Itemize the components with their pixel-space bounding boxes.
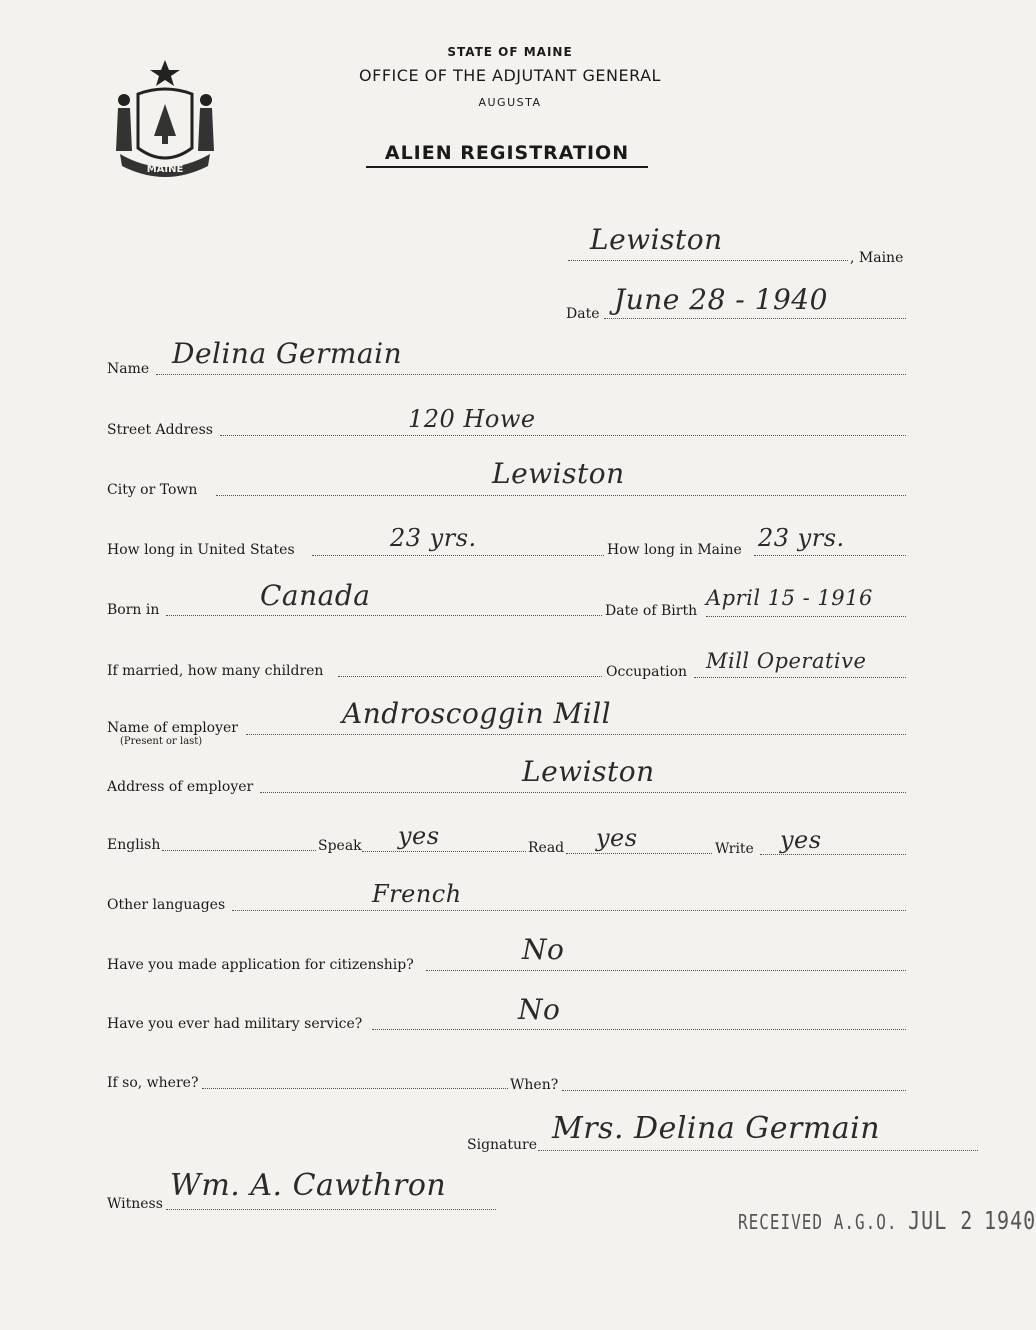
employer-value: Androscoggin Mill <box>342 697 612 730</box>
form-title: ALIEN REGISTRATION <box>366 142 648 168</box>
employer-note: (Present or last) <box>120 736 203 747</box>
name-label: Name <box>107 361 150 377</box>
write-label: Write <box>715 841 754 857</box>
city-value: Lewiston <box>492 457 625 490</box>
stamp-received: RECEIVED A.G.O. <box>738 1210 898 1234</box>
employer-address-value: Lewiston <box>522 755 655 788</box>
witness-label: Witness <box>107 1196 163 1212</box>
date-value: June 28 - 1940 <box>614 283 828 316</box>
name-value: Delina Germain <box>172 337 403 370</box>
born-in-label: Born in <box>107 602 160 618</box>
date-of-birth-value: April 15 - 1916 <box>706 586 873 610</box>
street-value: 120 Howe <box>408 405 536 433</box>
citizenship-label: Have you made application for citizenship? <box>107 957 414 973</box>
city-label: City or Town <box>107 482 198 498</box>
header-city: AUGUSTA <box>478 96 542 109</box>
when-label: When? <box>510 1077 559 1093</box>
speak-label: Speak <box>318 838 362 854</box>
seal-text: MAINE <box>146 164 184 175</box>
witness-value: Wm. A. Cawthron <box>170 1168 447 1203</box>
signature-label: Signature <box>467 1137 538 1153</box>
how-long-maine-value: 23 yrs. <box>758 524 845 552</box>
how-long-maine-label: How long in Maine <box>607 542 742 558</box>
occupation-label: Occupation <box>606 664 688 680</box>
other-languages-value: French <box>372 880 462 908</box>
read-label: Read <box>528 840 565 856</box>
how-long-us-label: How long in United States <box>107 542 295 558</box>
date-of-birth-label: Date of Birth <box>605 603 698 619</box>
english-label: English <box>107 837 161 853</box>
header-office: OFFICE OF THE ADJUTANT GENERAL <box>359 66 661 85</box>
read-value: yes <box>596 824 638 852</box>
stamp-month: JUL 2 <box>908 1205 974 1235</box>
military-value: No <box>518 993 561 1026</box>
employer-address-label: Address of employer <box>107 779 254 795</box>
employer-label: Name of employer <box>107 720 238 736</box>
other-languages-label: Other languages <box>107 897 226 913</box>
received-stamp <box>738 1205 1036 1235</box>
town-value: Lewiston <box>590 223 723 256</box>
write-value: yes <box>780 826 822 854</box>
where-label: If so, where? <box>107 1075 199 1091</box>
children-label: If married, how many children <box>107 663 324 679</box>
date-label: Date <box>566 306 600 322</box>
signature-value: Mrs. Delina Germain <box>552 1111 881 1146</box>
citizenship-value: No <box>522 933 565 966</box>
born-in-value: Canada <box>260 579 371 612</box>
stamp-year: 1940 <box>984 1205 1036 1235</box>
military-label: Have you ever had military service? <box>107 1016 363 1032</box>
street-label: Street Address <box>107 422 213 438</box>
header-state: STATE OF MAINE <box>447 45 573 59</box>
maine-label: , Maine <box>850 250 904 266</box>
occupation-value: Mill Operative <box>706 649 867 673</box>
speak-value: yes <box>398 822 440 850</box>
state-seal-icon <box>110 56 220 186</box>
how-long-us-value: 23 yrs. <box>390 524 477 552</box>
